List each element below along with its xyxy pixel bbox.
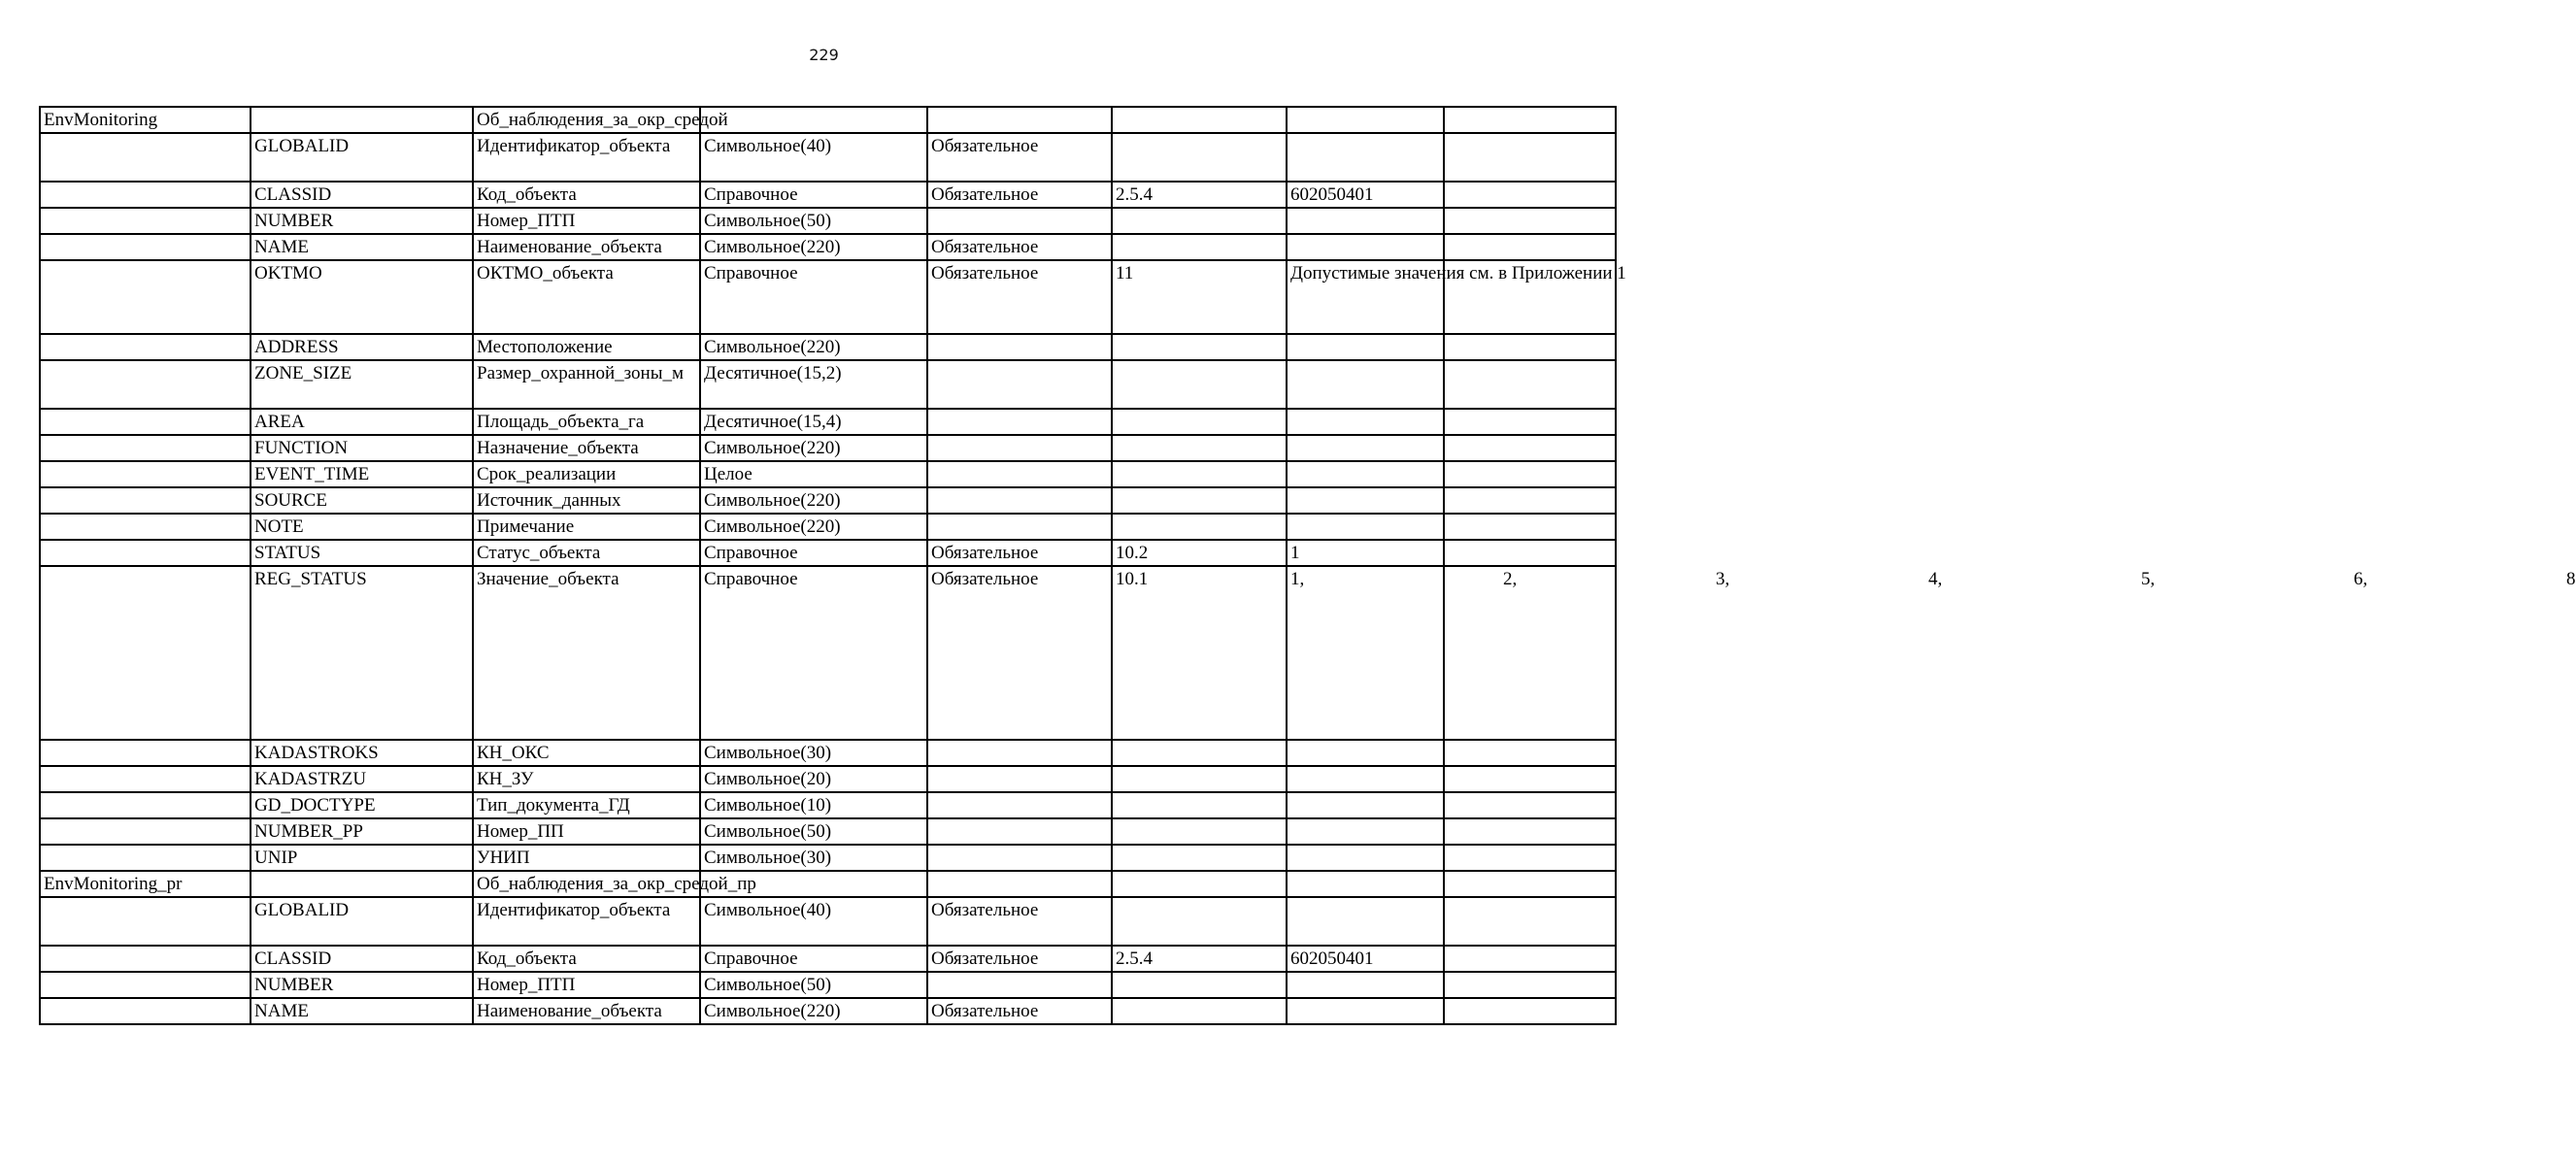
cell-reference: 2.5.4 bbox=[1112, 946, 1287, 972]
cell-field-name: Статус_объекта bbox=[473, 540, 700, 566]
cell-field-code: EVENT_TIME bbox=[251, 461, 473, 487]
cell-reference bbox=[1112, 409, 1287, 435]
cell-data-type: Символьное(20) bbox=[700, 766, 927, 792]
cell-field-code: CLASSID bbox=[251, 182, 473, 208]
cell-field-name: Об_наблюдения_за_окр_средой_пр bbox=[473, 871, 700, 897]
cell-notes bbox=[1444, 208, 1616, 234]
cell-notes bbox=[1444, 871, 1616, 897]
table-row bbox=[40, 897, 1616, 946]
cell-requirement bbox=[927, 107, 1112, 133]
cell-reference bbox=[1112, 514, 1287, 540]
cell-class-name bbox=[40, 897, 251, 946]
cell-allowed-values bbox=[1287, 107, 1444, 133]
table-row bbox=[40, 946, 1616, 972]
cell-field-name: Наименование_объекта bbox=[473, 234, 700, 260]
cell-field-code: CLASSID bbox=[251, 946, 473, 972]
cell-field-code: GLOBALID bbox=[251, 133, 473, 182]
cell-field-name: Идентификатор_объекта bbox=[473, 897, 700, 946]
table-row bbox=[40, 461, 1616, 487]
cell-class-name bbox=[40, 133, 251, 182]
cell-field-name: Код_объекта bbox=[473, 946, 700, 972]
cell-class-name bbox=[40, 792, 251, 818]
cell-field-name: Номер_ПТП bbox=[473, 972, 700, 998]
cell-allowed-values: 602050401 bbox=[1287, 182, 1444, 208]
cell-reference bbox=[1112, 818, 1287, 845]
cell-field-code: NUMBER bbox=[251, 972, 473, 998]
cell-data-type: Десятичное(15,2) bbox=[700, 360, 927, 409]
table-row bbox=[40, 133, 1616, 182]
cell-class-name bbox=[40, 514, 251, 540]
cell-notes bbox=[1444, 360, 1616, 409]
cell-requirement bbox=[927, 766, 1112, 792]
cell-data-type: Символьное(220) bbox=[700, 234, 927, 260]
cell-requirement bbox=[927, 514, 1112, 540]
cell-notes bbox=[1444, 540, 1616, 566]
cell-requirement bbox=[927, 334, 1112, 360]
cell-allowed-values bbox=[1287, 998, 1444, 1024]
cell-class-name bbox=[40, 435, 251, 461]
cell-allowed-values bbox=[1287, 234, 1444, 260]
table-row bbox=[40, 409, 1616, 435]
cell-data-type: Символьное(220) bbox=[700, 998, 927, 1024]
cell-reference bbox=[1112, 234, 1287, 260]
cell-class-name bbox=[40, 360, 251, 409]
cell-class-name bbox=[40, 182, 251, 208]
cell-requirement bbox=[927, 818, 1112, 845]
cell-field-code: SOURCE bbox=[251, 487, 473, 514]
cell-data-type: Символьное(220) bbox=[700, 514, 927, 540]
cell-field-name: Источник_данных bbox=[473, 487, 700, 514]
cell-notes bbox=[1444, 998, 1616, 1024]
cell-requirement bbox=[927, 409, 1112, 435]
table-row bbox=[40, 514, 1616, 540]
cell-field-name: Примечание bbox=[473, 514, 700, 540]
cell-reference bbox=[1112, 133, 1287, 182]
cell-requirement bbox=[927, 740, 1112, 766]
cell-allowed-values bbox=[1287, 208, 1444, 234]
cell-field-name: Тип_документа_ГД bbox=[473, 792, 700, 818]
table-row bbox=[40, 360, 1616, 409]
cell-notes bbox=[1444, 182, 1616, 208]
cell-requirement bbox=[927, 792, 1112, 818]
table-row bbox=[40, 334, 1616, 360]
cell-class-name bbox=[40, 740, 251, 766]
cell-field-code: UNIP bbox=[251, 845, 473, 871]
table-row bbox=[40, 566, 1616, 740]
cell-field-name: Номер_ПТП bbox=[473, 208, 700, 234]
cell-reference bbox=[1112, 360, 1287, 409]
cell-requirement bbox=[927, 487, 1112, 514]
cell-reference: 2.5.4 bbox=[1112, 182, 1287, 208]
cell-requirement: Обязательное bbox=[927, 946, 1112, 972]
cell-reference bbox=[1112, 998, 1287, 1024]
cell-field-name: Номер_ПП bbox=[473, 818, 700, 845]
cell-notes bbox=[1444, 845, 1616, 871]
cell-allowed-values bbox=[1287, 766, 1444, 792]
cell-data-type: Символьное(40) bbox=[700, 133, 927, 182]
cell-data-type: Десятичное(15,4) bbox=[700, 409, 927, 435]
table-row bbox=[40, 972, 1616, 998]
cell-data-type: Символьное(50) bbox=[700, 972, 927, 998]
cell-allowed-values bbox=[1287, 972, 1444, 998]
cell-reference: 10.1 bbox=[1112, 566, 1287, 740]
cell-notes bbox=[1444, 334, 1616, 360]
cell-notes bbox=[1444, 514, 1616, 540]
cell-class-name: EnvMonitoring bbox=[40, 107, 251, 133]
table-row bbox=[40, 540, 1616, 566]
cell-requirement: Обязательное bbox=[927, 182, 1112, 208]
cell-requirement bbox=[927, 360, 1112, 409]
cell-field-code: NUMBER bbox=[251, 208, 473, 234]
cell-data-type: Справочное bbox=[700, 182, 927, 208]
cell-reference bbox=[1112, 487, 1287, 514]
cell-class-name bbox=[40, 260, 251, 334]
cell-allowed-values bbox=[1287, 487, 1444, 514]
cell-field-code: KADASTROKS bbox=[251, 740, 473, 766]
cell-notes bbox=[1444, 133, 1616, 182]
cell-reference bbox=[1112, 208, 1287, 234]
cell-class-name bbox=[40, 409, 251, 435]
table-row bbox=[40, 845, 1616, 871]
cell-data-type: Символьное(50) bbox=[700, 208, 927, 234]
cell-reference bbox=[1112, 766, 1287, 792]
cell-requirement bbox=[927, 845, 1112, 871]
cell-allowed-values bbox=[1287, 845, 1444, 871]
cell-class-name bbox=[40, 766, 251, 792]
cell-requirement bbox=[927, 871, 1112, 897]
cell-notes bbox=[1444, 792, 1616, 818]
cell-data-type: Символьное(30) bbox=[700, 740, 927, 766]
cell-reference bbox=[1112, 871, 1287, 897]
cell-data-type: Справочное bbox=[700, 540, 927, 566]
table-row bbox=[40, 182, 1616, 208]
cell-notes bbox=[1444, 946, 1616, 972]
table-row bbox=[40, 234, 1616, 260]
cell-field-name: Наименование_объекта bbox=[473, 998, 700, 1024]
cell-data-type: Справочное bbox=[700, 260, 927, 334]
cell-data-type: Символьное(220) bbox=[700, 487, 927, 514]
cell-reference bbox=[1112, 461, 1287, 487]
cell-field-code: AREA bbox=[251, 409, 473, 435]
cell-data-type: Символьное(220) bbox=[700, 334, 927, 360]
cell-class-name bbox=[40, 461, 251, 487]
cell-allowed-values bbox=[1287, 514, 1444, 540]
cell-field-code: GD_DOCTYPE bbox=[251, 792, 473, 818]
cell-class-name bbox=[40, 334, 251, 360]
cell-notes bbox=[1444, 566, 1616, 740]
cell-field-code: REG_STATUS bbox=[251, 566, 473, 740]
cell-allowed-values bbox=[1287, 435, 1444, 461]
cell-notes bbox=[1444, 740, 1616, 766]
cell-class-name bbox=[40, 998, 251, 1024]
cell-data-type: Символьное(220) bbox=[700, 435, 927, 461]
table-row bbox=[40, 818, 1616, 845]
cell-class-name bbox=[40, 972, 251, 998]
cell-class-name bbox=[40, 946, 251, 972]
cell-notes bbox=[1444, 461, 1616, 487]
table-row bbox=[40, 260, 1616, 334]
cell-field-code: STATUS bbox=[251, 540, 473, 566]
cell-requirement: Обязательное bbox=[927, 540, 1112, 566]
cell-notes bbox=[1444, 766, 1616, 792]
cell-field-code bbox=[251, 107, 473, 133]
cell-field-code: NUMBER_PP bbox=[251, 818, 473, 845]
cell-notes bbox=[1444, 107, 1616, 133]
table-row bbox=[40, 766, 1616, 792]
cell-notes bbox=[1444, 234, 1616, 260]
cell-reference bbox=[1112, 740, 1287, 766]
cell-field-name: УНИП bbox=[473, 845, 700, 871]
cell-class-name bbox=[40, 234, 251, 260]
cell-field-code: ZONE_SIZE bbox=[251, 360, 473, 409]
cell-reference: 10.2 bbox=[1112, 540, 1287, 566]
cell-allowed-values bbox=[1287, 792, 1444, 818]
attribute-table bbox=[39, 106, 2576, 1025]
cell-field-code: KADASTRZU bbox=[251, 766, 473, 792]
cell-class-name bbox=[40, 818, 251, 845]
table-row bbox=[40, 998, 1616, 1024]
cell-allowed-values: 1 bbox=[1287, 540, 1444, 566]
cell-requirement: Обязательное bbox=[927, 998, 1112, 1024]
cell-field-name: КН_ОКС bbox=[473, 740, 700, 766]
cell-notes bbox=[1444, 487, 1616, 514]
cell-field-name: Назначение_объекта bbox=[473, 435, 700, 461]
cell-allowed-values bbox=[1287, 461, 1444, 487]
cell-field-name: Об_наблюдения_за_окр_средой bbox=[473, 107, 700, 133]
cell-field-name: Значение_объекта bbox=[473, 566, 700, 740]
table-row bbox=[40, 871, 1616, 897]
cell-reference bbox=[1112, 107, 1287, 133]
table-row bbox=[40, 208, 1616, 234]
cell-allowed-values bbox=[1287, 360, 1444, 409]
cell-field-code: NAME bbox=[251, 998, 473, 1024]
cell-notes bbox=[1444, 897, 1616, 946]
cell-reference bbox=[1112, 435, 1287, 461]
cell-allowed-values bbox=[1287, 409, 1444, 435]
cell-notes bbox=[1444, 435, 1616, 461]
cell-allowed-values bbox=[1287, 871, 1444, 897]
cell-field-name: Местоположение bbox=[473, 334, 700, 360]
cell-allowed-values bbox=[1287, 334, 1444, 360]
cell-class-name: EnvMonitoring_pr bbox=[40, 871, 251, 897]
cell-field-name: Размер_охранной_зоны_м bbox=[473, 360, 700, 409]
cell-class-name bbox=[40, 845, 251, 871]
cell-field-name: Код_объекта bbox=[473, 182, 700, 208]
cell-field-name: Срок_реализации bbox=[473, 461, 700, 487]
cell-requirement: Обязательное bbox=[927, 234, 1112, 260]
cell-field-code: GLOBALID bbox=[251, 897, 473, 946]
cell-reference bbox=[1112, 845, 1287, 871]
cell-field-code bbox=[251, 871, 473, 897]
cell-field-code: NOTE bbox=[251, 514, 473, 540]
table-row bbox=[40, 740, 1616, 766]
cell-requirement: Обязательное bbox=[927, 897, 1112, 946]
cell-requirement bbox=[927, 208, 1112, 234]
cell-allowed-values: 602050401 bbox=[1287, 946, 1444, 972]
cell-notes bbox=[1444, 409, 1616, 435]
cell-reference bbox=[1112, 972, 1287, 998]
cell-allowed-values: 1, 2, 3, 4, 5, 6, 8 bbox=[1287, 566, 1444, 740]
cell-data-type: Символьное(40) bbox=[700, 897, 927, 946]
cell-data-type: Символьное(50) bbox=[700, 818, 927, 845]
cell-requirement: Обязательное bbox=[927, 566, 1112, 740]
cell-requirement: Обязательное bbox=[927, 133, 1112, 182]
cell-data-type: Целое bbox=[700, 461, 927, 487]
cell-data-type: Символьное(10) bbox=[700, 792, 927, 818]
cell-field-code: NAME bbox=[251, 234, 473, 260]
cell-allowed-values: Допустимые значения см. в Приложении 1 bbox=[1287, 260, 1444, 334]
cell-reference bbox=[1112, 334, 1287, 360]
cell-class-name bbox=[40, 487, 251, 514]
cell-data-type: Символьное(30) bbox=[700, 845, 927, 871]
cell-field-name: Площадь_объекта_га bbox=[473, 409, 700, 435]
cell-requirement bbox=[927, 435, 1112, 461]
cell-requirement: Обязательное bbox=[927, 260, 1112, 334]
cell-reference bbox=[1112, 792, 1287, 818]
cell-notes bbox=[1444, 972, 1616, 998]
cell-data-type: Справочное bbox=[700, 946, 927, 972]
table-row bbox=[40, 107, 1616, 133]
cell-requirement bbox=[927, 972, 1112, 998]
cell-field-code: ADDRESS bbox=[251, 334, 473, 360]
table-row bbox=[40, 435, 1616, 461]
cell-notes bbox=[1444, 818, 1616, 845]
cell-class-name bbox=[40, 208, 251, 234]
cell-class-name bbox=[40, 566, 251, 740]
table-row bbox=[40, 487, 1616, 514]
cell-data-type bbox=[700, 107, 927, 133]
cell-allowed-values bbox=[1287, 818, 1444, 845]
cell-allowed-values bbox=[1287, 740, 1444, 766]
cell-field-name: ОКТМО_объекта bbox=[473, 260, 700, 334]
cell-field-code: FUNCTION bbox=[251, 435, 473, 461]
cell-reference bbox=[1112, 897, 1287, 946]
page-number: 229 bbox=[809, 46, 839, 64]
cell-reference: 11 bbox=[1112, 260, 1287, 334]
table-row bbox=[40, 792, 1616, 818]
cell-field-name: Идентификатор_объекта bbox=[473, 133, 700, 182]
cell-allowed-values bbox=[1287, 897, 1444, 946]
cell-field-code: OKTMO bbox=[251, 260, 473, 334]
cell-field-name: КН_ЗУ bbox=[473, 766, 700, 792]
cell-data-type: Справочное bbox=[700, 566, 927, 740]
cell-class-name bbox=[40, 540, 251, 566]
cell-requirement bbox=[927, 461, 1112, 487]
cell-allowed-values bbox=[1287, 133, 1444, 182]
